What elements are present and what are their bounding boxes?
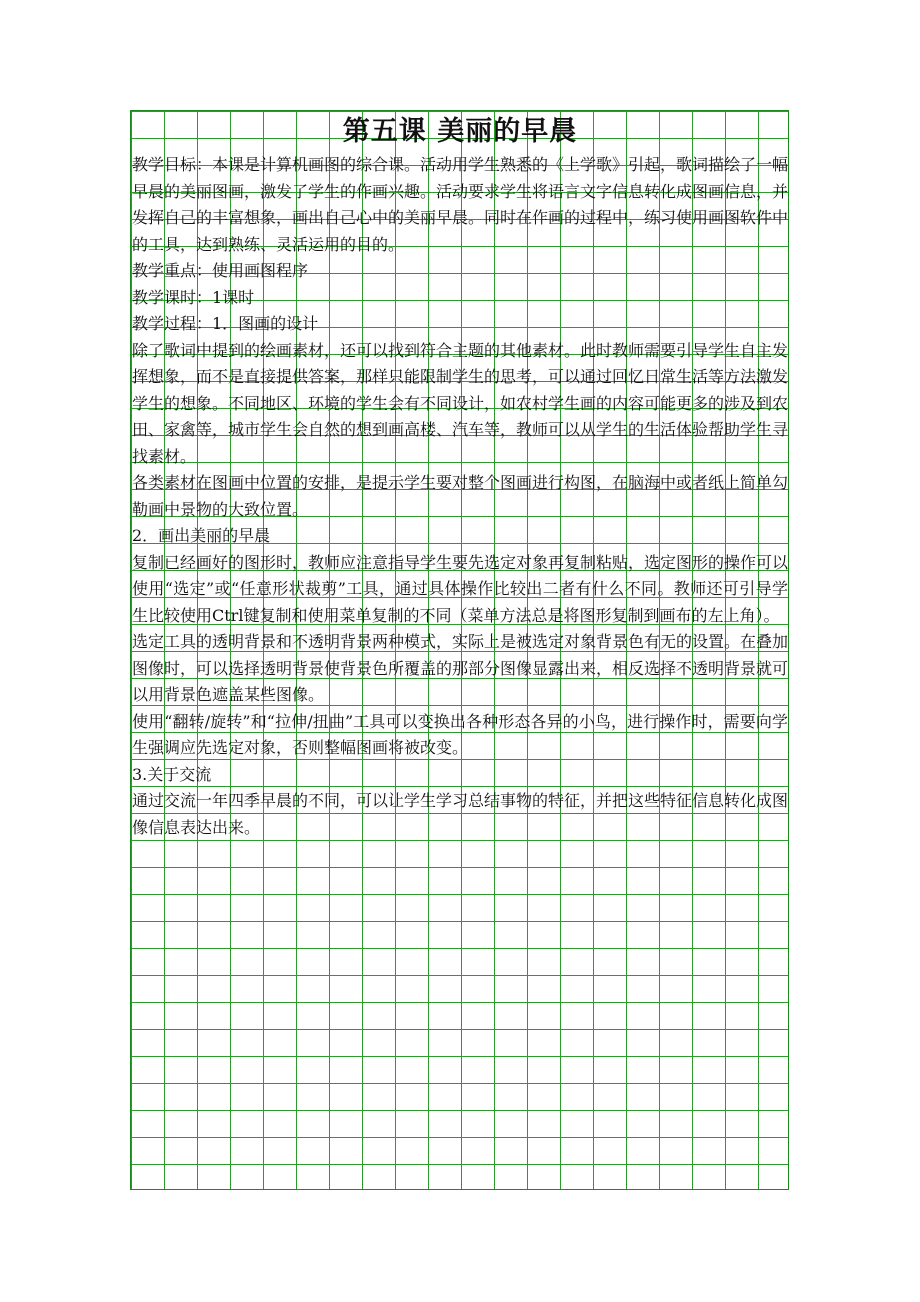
section-3-heading: 3.关于交流 (132, 764, 212, 784)
paragraph-materials: 除了歌词中提到的绘画素材，还可以找到符合主题的其他素材。此时教师需要引导学生自主发挥想象，而不是直接提供答案，那样只能限制学生的思考，可以通过回忆日常生活等方法激发学生的想象。不同地区、环境的学生会有不同设计，如农村学生画的内容可能更多的涉及到农田、家禽等，城市学生会自然的想到画高楼、汽车等，教师可以从学生的生活体验帮助学生寻找素材。 (132, 340, 789, 466)
teaching-goal: 教学目标：本课是计算机画图的综合课。活动用学生熟悉的《上学歌》引起，歌词描绘了一幅早晨的美丽图画，激发了学生的作画兴趣。活动要求学生将语言文字信息转化成图画信息，并发挥自己的丰富想象，画出自己心中的美丽早晨。同时在作画的过程中，练习使用画图软件中的工具，达到熟练、灵活运用的目的。 (132, 155, 789, 254)
document-body (132, 112, 788, 841)
teaching-focus: 教学重点：使用画图程序 (132, 261, 309, 280)
teaching-hours: 教学课时：1课时 (132, 287, 255, 307)
paragraph-transform: 使用“翻转/旋转”和“拉伸/扭曲”工具可以变换出各种形态各异的小鸟，进行操作时，需要向学生强调应先选定对象，否则整幅图画将被改变。 (132, 711, 788, 757)
lesson-title: 第五课 美丽的早晨 (342, 116, 578, 147)
section-2-heading: 2．画出美丽的早晨 (132, 526, 271, 545)
paragraph-composition: 各类素材在图画中位置的安排，是提示学生要对整个图画进行构图，在脑海中或者纸上简单勾勒画中景物的大致位置。 (132, 473, 789, 519)
process-heading: 教学过程：1．图画的设计 (132, 314, 319, 333)
paragraph-exchange: 通过交流一年四季早晨的不同，可以让学生学习总结事物的特征，并把这些特征信息转化成图像信息表达出来。 (132, 791, 789, 837)
paragraph-transparency: 选定工具的透明背景和不透明背景两种模式，实际上是被选定对象背景色有无的设置。在叠加图像时，可以选择透明背景使背景色所覆盖的那部分图像显露出来，相反选择不透明背景就可以用背景色遮盖某些图像。 (132, 632, 789, 704)
paragraph-copying: 复制已经画好的图形时，教师应注意指导学生要先选定对象再复制粘贴，选定图形的操作可以使用“选定”或“任意形状裁剪”工具，通过具体操作比较出二者有什么不同。教师还可引导学生比较使用Ctrl键复制和使用菜单复制的不同（菜单方法总是将图形复制到画布的左上角）。 (132, 552, 789, 625)
